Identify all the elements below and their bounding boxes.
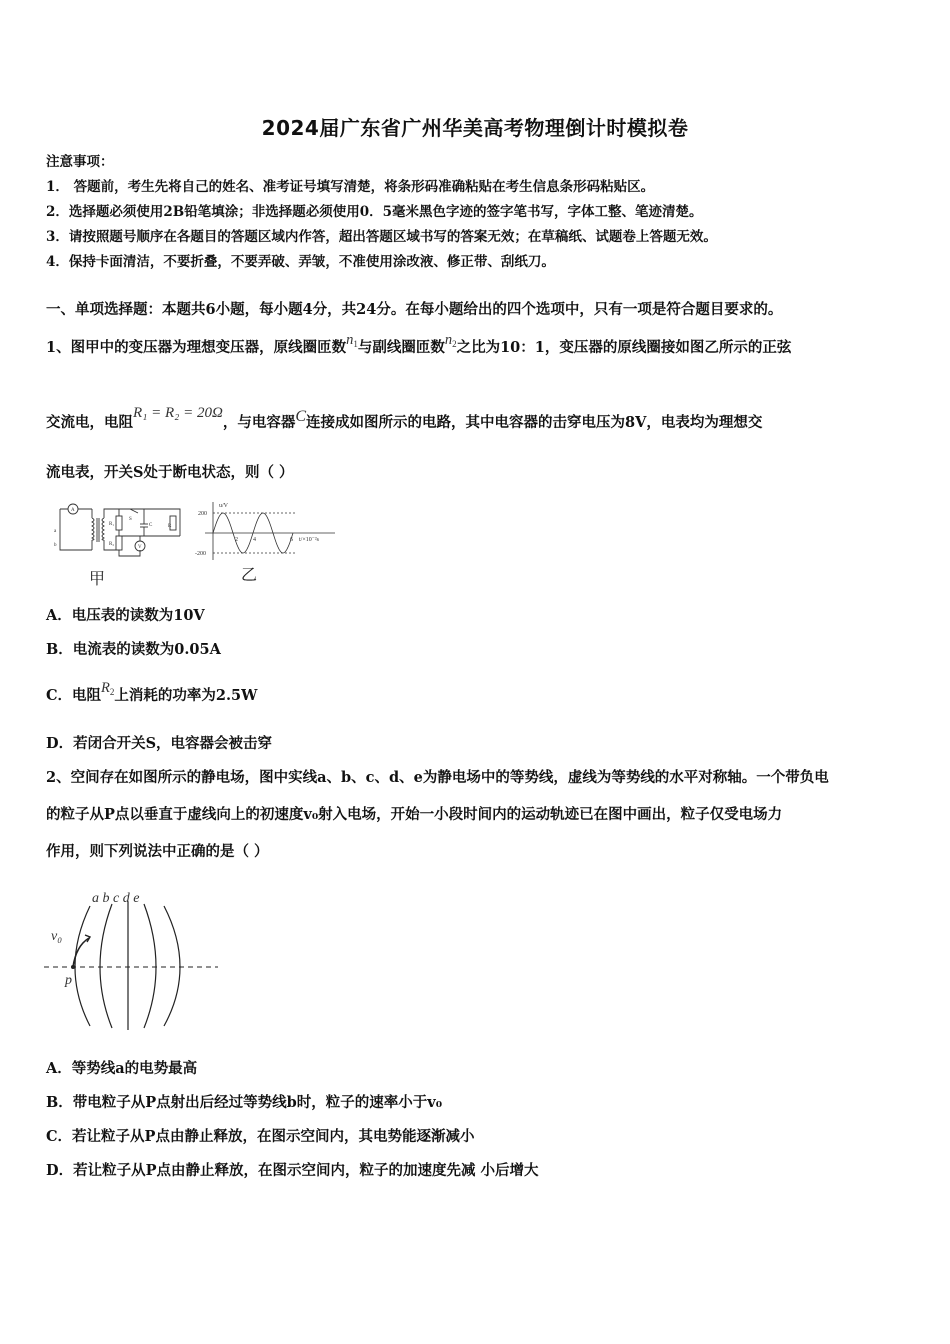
page-title: 2024届广东省广州华美高考物理倒计时模拟卷 [261, 116, 689, 140]
svg-text:b: b [54, 543, 57, 548]
notice-item: 3．请按照题号顺序在各题目的答题区域内作答，超出答题区域书写的答案无效；在草稿纸、试题卷上答题无效。 [46, 229, 717, 245]
q2-line2: 的粒子从P点以垂直于虚线向上的初速度v₀射入电场，开始一小段时间内的运动轨迹已在图中画出，粒子仅受电场力 [46, 806, 783, 823]
q1-option-b: B．电流表的读数为0.05A [46, 641, 221, 658]
svg-text:R: R [168, 524, 172, 529]
q1-text: 与副线圈匝数 [357, 339, 445, 356]
q1-line1 [46, 332, 792, 362]
svg-text:R₂: R₂ [109, 542, 115, 547]
primary-coil-icon [92, 518, 94, 540]
n2-symbol: $n_2$ [444, 332, 457, 349]
switch-icon [130, 509, 138, 513]
x-tick-label: 6 [290, 537, 293, 543]
q1-text: ，与电容器 [222, 414, 296, 431]
q2-line3: 作用，则下列说法中正确的是（ ） [46, 843, 269, 860]
q1-text: 1、图甲中的变压器为理想变压器，原线圈匝数 [46, 339, 347, 356]
y-min-label: -200 [195, 551, 206, 557]
option-text: 上消耗的功率为2.5W [114, 687, 258, 704]
x-tick-label: 2 [235, 537, 238, 543]
x-unit-label: t/×10⁻²s [299, 537, 320, 543]
equipotential-line-e [164, 906, 180, 1026]
p-label: p [65, 973, 72, 988]
v0-label: v₀ [51, 929, 63, 944]
notice-item: 1． 答题前，考生先将自己的姓名、准考证号填写清楚，将条形码准确粘贴在考生信息条形码粘贴区。 [46, 179, 655, 195]
notice-item: 4．保持卡面清洁，不要折叠，不要弄破、弄皱，不准使用涂改液、修正带、刮纸刀。 [46, 254, 555, 270]
q2-option-d: D．若让粒子从P点由静止释放，在图示空间内，粒子的加速度先减 小后增大 [46, 1162, 539, 1179]
q1-text: 之比为10：1，变压器的原线圈接如图乙所示的正弦 [456, 339, 792, 356]
q2-option-b: B．带电粒子从P点射出后经过等势线b时，粒子的速率小于v₀ [46, 1094, 443, 1111]
point-p [71, 965, 75, 969]
svg-text:a: a [54, 529, 57, 534]
q1-text: 交流电，电阻 [46, 414, 133, 431]
equipotential-line-d [144, 904, 156, 1028]
equipotential-line-a [75, 906, 90, 1026]
x-tick-label: 4 [253, 537, 256, 543]
y-max-label: 200 [198, 511, 207, 517]
figure-a-label: 甲 [89, 569, 106, 588]
q2-option-a: A．等势线a的电势最高 [46, 1060, 198, 1077]
figure-b-label: 乙 [241, 565, 258, 584]
section-heading: 一、单项选择题：本题共6小题，每小题4分，共24分。在每小题给出的四个选项中，只有一项是符合题目要求的。 [46, 301, 783, 318]
q2-option-c: C．若让粒子从P点由静止释放，在图示空间内，其电势能逐渐减小 [46, 1128, 475, 1145]
q2-line1: 2、空间存在如图所示的静电场，图中实线a、b、c、d、e为静电场中的等势线，虚线为等势线的水平对称轴。一个带负电 [46, 769, 829, 786]
line-labels: a b c d e [92, 891, 140, 906]
option-text: C．电阻 [46, 687, 102, 704]
q1-option-c [46, 680, 258, 710]
resistor-r2-icon [116, 536, 122, 550]
r2-symbol: $R_2$ [101, 680, 115, 697]
equipotential-line-b [100, 904, 112, 1028]
y-unit-label: u/V [219, 503, 228, 509]
secondary-coil-icon [102, 518, 104, 540]
q1-option-a: A．电压表的读数为10V [46, 607, 205, 624]
svg-text:C: C [149, 523, 153, 528]
capacitor-symbol: C [295, 408, 307, 425]
equipotential-figure [40, 888, 225, 1033]
sine-wave-chart [195, 500, 345, 588]
q1-line2 [46, 405, 763, 433]
q1-text: 连接成如图所示的电路，其中电容器的击穿电压为8V，电表均为理想交 [306, 414, 763, 431]
notice-item: 2．选择题必须使用2B铅笔填涂；非选择题必须使用0．5毫米黑色字迹的签字笔书写，字体工整、笔迹清楚。 [46, 204, 703, 220]
svg-text:S: S [129, 517, 132, 522]
svg-text:A: A [71, 508, 75, 513]
q1-option-d: D．若闭合开关S，电容器会被击穿 [46, 735, 273, 752]
svg-text:V: V [138, 545, 142, 550]
resistance-formula: R₁ = R₂ = 20Ω [133, 405, 223, 421]
circuit-diagram [50, 500, 185, 588]
n1-symbol: $n_1$ [346, 332, 358, 349]
svg-text:R₁: R₁ [109, 522, 115, 527]
q1-line3: 流电表，开关S处于断电状态，则（ ） [46, 464, 294, 481]
notice-heading: 注意事项： [46, 154, 114, 170]
resistor-r1-icon [116, 516, 122, 530]
